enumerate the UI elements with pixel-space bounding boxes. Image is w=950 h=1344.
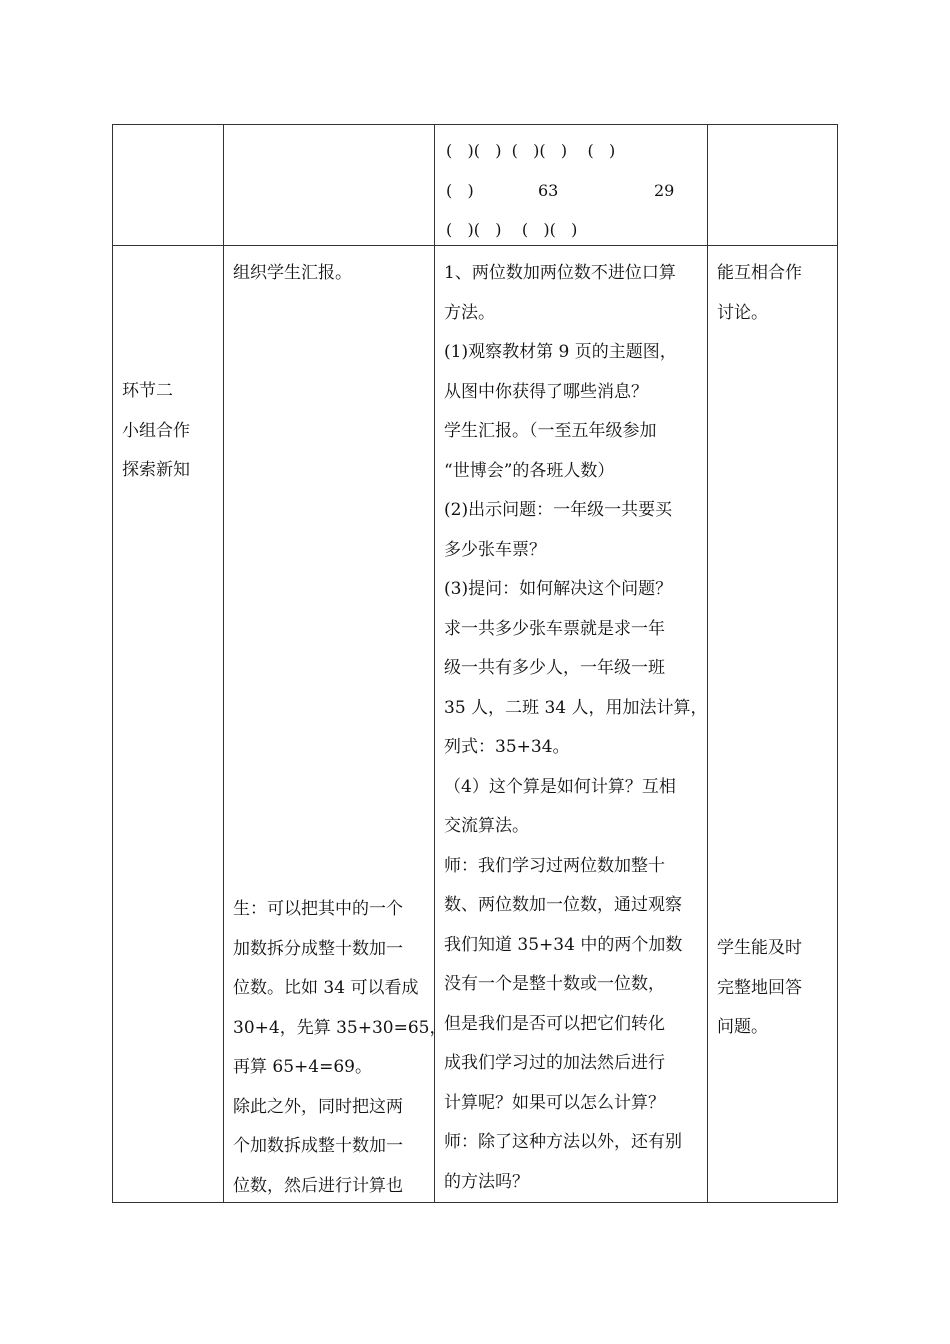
student-line: 师：除了这种方法以外，还有别 xyxy=(444,1132,682,1152)
student-line: (3)提问：如何解决这个问题？ xyxy=(444,579,673,599)
teacher-line: 个加数拆成整十数加一 xyxy=(233,1136,403,1156)
student-line: 多少张车票？ xyxy=(444,539,546,560)
number-63: 63 xyxy=(538,181,559,200)
teacher-line: 生：可以把其中的一个 xyxy=(233,899,403,919)
student-line: 我们知道 35+34 中的两个加数 xyxy=(444,934,683,955)
teacher-line: 组织学生汇报。 xyxy=(233,263,352,283)
student-line: （4）这个算是如何计算？互相 xyxy=(444,776,676,797)
stage-line: 探索新知 xyxy=(122,460,190,480)
student-line: 1、两位数加两位数不进位口算 xyxy=(444,263,676,283)
student-line: 列式：35+34。 xyxy=(444,737,570,757)
student-line: 级一共有多少人，一年级一班 xyxy=(444,658,665,678)
design-note-top xyxy=(717,254,802,333)
teacher-line: 加数拆分成整十数加一 xyxy=(233,938,403,959)
teacher-activity-bottom xyxy=(233,890,446,1206)
student-line: 交流算法。 xyxy=(444,816,529,836)
student-line: 学生汇报。（一至五年级参加 xyxy=(444,421,657,441)
lesson-plan-table xyxy=(112,124,838,1203)
stage-cell xyxy=(122,372,190,491)
blank-line-2-left: ( ) xyxy=(446,181,474,200)
stage-line: 小组合作 xyxy=(122,420,190,441)
student-line: 35 人，二班 34 人，用加法计算， xyxy=(444,697,708,718)
note-line: 问题。 xyxy=(717,1017,768,1037)
student-line: 但是我们是否可以把它们转化 xyxy=(444,1013,665,1034)
row-divider xyxy=(113,245,837,246)
note-line: 能互相合作 xyxy=(717,263,802,283)
student-line: (2)出示问题：一年级一共要买 xyxy=(444,500,673,520)
blank-line-1: ( )( ) ( )( ) ( ) xyxy=(446,141,616,160)
design-note-bottom xyxy=(717,929,802,1048)
note-line: 学生能及时 xyxy=(717,938,802,958)
student-line: 数、两位数加一位数，通过观察 xyxy=(444,895,682,915)
teacher-line: 除此之外，同时把这两 xyxy=(233,1096,403,1117)
student-line: 求一共多少张车票就是求一年 xyxy=(444,618,665,639)
student-line: 方法。 xyxy=(444,302,495,323)
student-line: 没有一个是整十数或一位数， xyxy=(444,974,665,994)
student-line: “世博会”的各班人数） xyxy=(444,460,615,481)
blank-line-3: ( )( ) ( )( ) xyxy=(446,220,578,239)
column-divider xyxy=(223,125,224,1202)
student-line: 成我们学习过的加法然后进行 xyxy=(444,1053,665,1073)
stage-line: 环节二 xyxy=(122,381,173,401)
teacher-line: 30+4，先算 35+30=65， xyxy=(233,1017,447,1038)
student-line: 计算呢？如果可以怎么计算？ xyxy=(444,1092,665,1113)
teacher-line: 再算 65+4=69。 xyxy=(233,1057,372,1077)
student-line: 师：我们学习过两位数加整十 xyxy=(444,855,665,876)
student-line: 的方法吗？ xyxy=(444,1171,529,1192)
teacher-line: 位数。比如 34 可以看成 xyxy=(233,978,419,998)
student-line: 从图中你获得了哪些消息？ xyxy=(444,381,648,402)
note-line: 完整地回答 xyxy=(717,977,802,998)
teacher-line: 位数，然后进行计算也 xyxy=(233,1175,403,1196)
note-line: 讨论。 xyxy=(717,302,768,323)
student-activity xyxy=(444,254,707,1202)
teacher-activity-top xyxy=(233,254,352,294)
student-line: (1)观察教材第 9 页的主题图， xyxy=(444,342,677,362)
number-29: 29 xyxy=(654,181,675,200)
